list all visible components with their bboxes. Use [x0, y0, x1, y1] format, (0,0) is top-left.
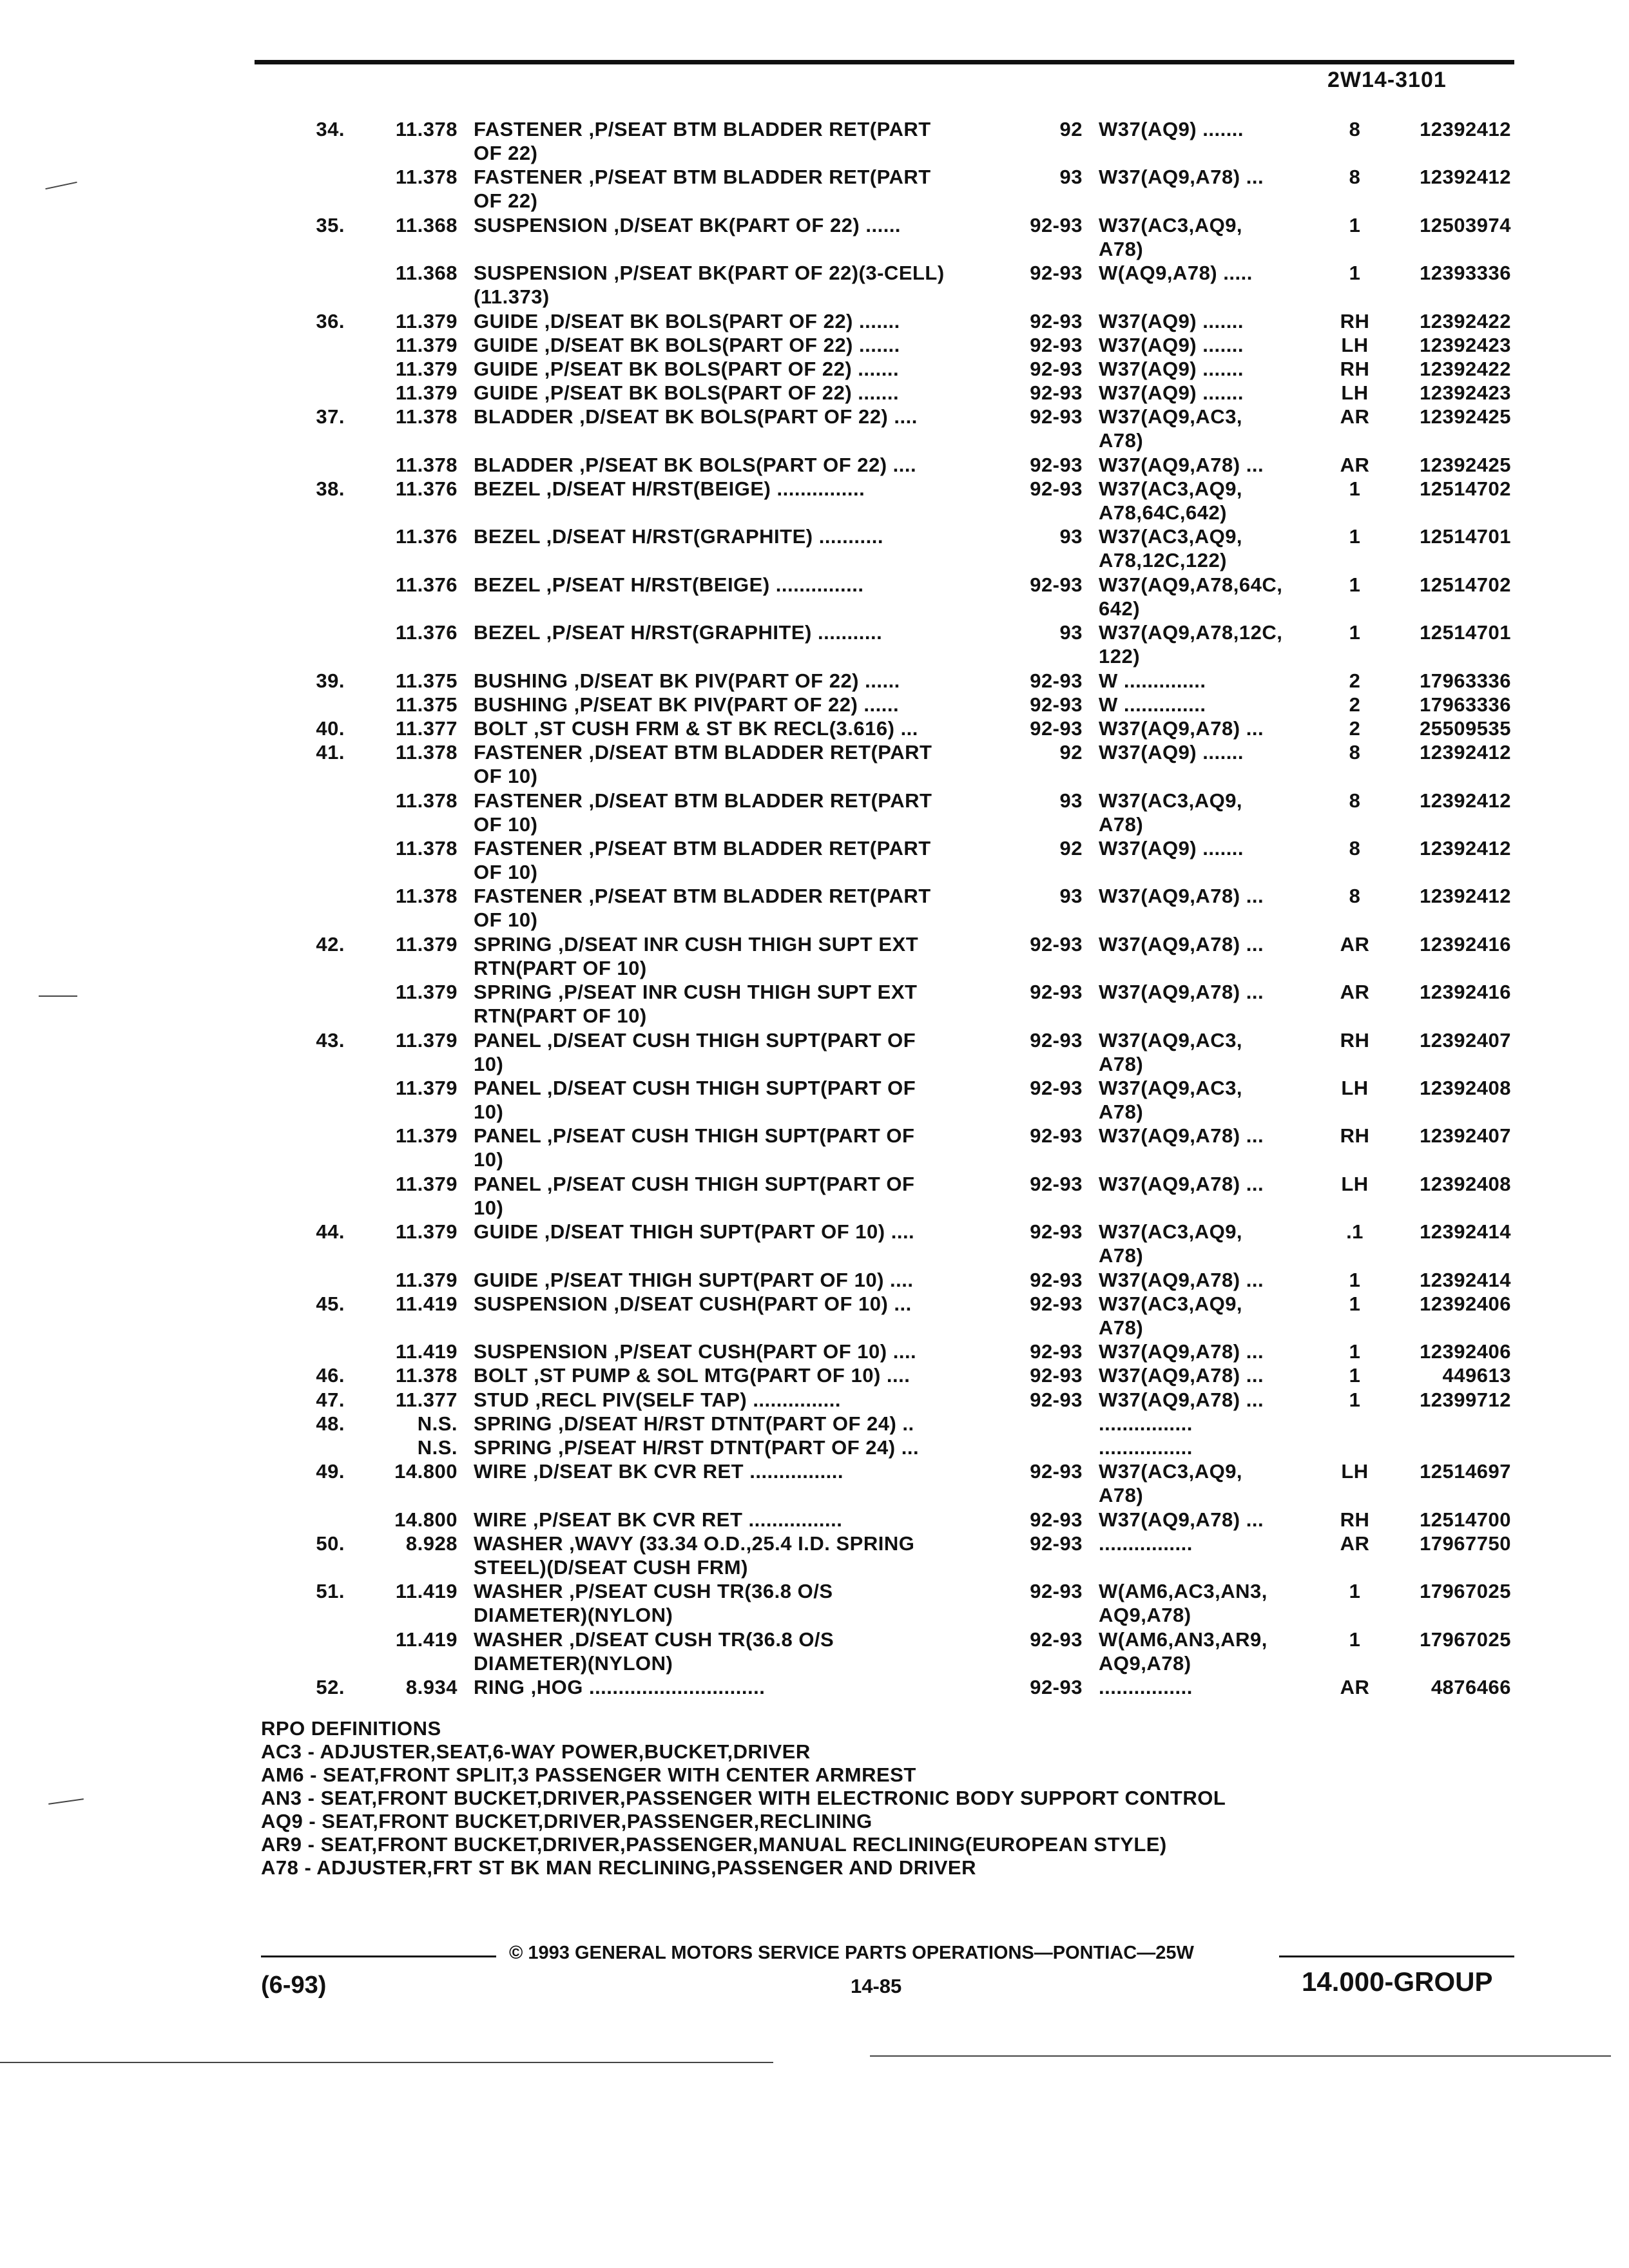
group-label: 14.000-GROUP — [1302, 1966, 1493, 1997]
part-number: 12392408 — [1420, 1172, 1511, 1195]
part-number: 12514697 — [1420, 1460, 1511, 1483]
group-number: 11.379 — [395, 309, 458, 332]
application: W37(AQ9,A78) ... — [1099, 885, 1264, 908]
model-years: 92-93 — [1030, 453, 1083, 476]
group-number: 11.376 — [395, 621, 458, 644]
model-years: 92-93 — [1030, 1580, 1083, 1603]
quantity: 1 — [1349, 213, 1361, 236]
quantity: 8 — [1349, 885, 1361, 908]
group-number: 11.377 — [395, 717, 458, 740]
application: W .............. — [1099, 693, 1206, 716]
item-number: 44. — [316, 1220, 345, 1244]
application: W37(AC3,AQ9, A78) — [1099, 213, 1243, 260]
part-description: BOLT ,ST PUMP & SOL MTG(PART OF 10) .... — [474, 1364, 911, 1387]
scan-mark — [39, 995, 77, 997]
quantity: LH — [1341, 1172, 1369, 1195]
part-description: GUIDE ,P/SEAT BK BOLS(PART OF 22) ....... — [474, 381, 900, 405]
model-years: 92-93 — [1030, 932, 1083, 956]
part-number: 12392406 — [1420, 1340, 1511, 1363]
part-description: GUIDE ,D/SEAT BK BOLS(PART OF 22) ....... — [474, 309, 900, 332]
part-number: 17967025 — [1420, 1628, 1511, 1651]
model-years: 93 — [1059, 789, 1083, 812]
application: W37(AQ9,A78) ... — [1099, 981, 1264, 1004]
part-description: SUSPENSION ,P/SEAT CUSH(PART OF 10) .... — [474, 1340, 917, 1363]
quantity: LH — [1341, 381, 1369, 405]
group-number: 11.368 — [395, 213, 458, 236]
group-number: 11.378 — [395, 166, 458, 189]
application: W37(AQ9) ....... — [1099, 381, 1244, 405]
part-description: FASTENER ,D/SEAT BTM BLADDER RET(PART OF 10) — [474, 741, 932, 788]
quantity: 1 — [1349, 1292, 1361, 1315]
model-years: 92-93 — [1030, 1628, 1083, 1651]
model-years: 92-93 — [1030, 717, 1083, 740]
part-description: GUIDE ,P/SEAT THIGH SUPT(PART OF 10) .... — [474, 1268, 914, 1291]
application: W37(AC3,AQ9, A78,64C,642) — [1099, 477, 1243, 524]
part-description: FASTENER ,P/SEAT BTM BLADDER RET(PART OF 22) — [474, 118, 931, 164]
application: W37(AQ9,A78,12C, 122) — [1099, 621, 1283, 668]
group-number: 11.379 — [395, 1028, 458, 1052]
application: W37(AQ9,AC3, A78) — [1099, 1077, 1243, 1123]
scan-mark — [870, 2055, 1611, 2057]
part-description: FASTENER ,P/SEAT BTM BLADDER RET(PART OF 10) — [474, 837, 931, 883]
part-number: 12392416 — [1420, 932, 1511, 956]
part-number: 12392412 — [1420, 741, 1511, 764]
item-number: 49. — [316, 1460, 345, 1483]
quantity: 8 — [1349, 837, 1361, 860]
part-number: 12514702 — [1420, 573, 1511, 596]
part-number: 12392423 — [1420, 333, 1511, 356]
model-years: 92-93 — [1030, 1460, 1083, 1483]
quantity: AR — [1340, 1532, 1370, 1555]
item-number: 43. — [316, 1028, 345, 1052]
quantity: AR — [1340, 405, 1370, 428]
part-number: 12399712 — [1420, 1388, 1511, 1411]
group-number: 11.379 — [395, 1220, 458, 1244]
model-years: 93 — [1059, 885, 1083, 908]
group-number: 11.375 — [395, 669, 458, 692]
application: W(AM6,AN3,AR9, AQ9,A78) — [1099, 1628, 1268, 1675]
model-years: 92-93 — [1030, 1172, 1083, 1195]
part-description: BEZEL ,P/SEAT H/RST(BEIGE) ............... — [474, 573, 864, 596]
part-description: WIRE ,D/SEAT BK CVR RET ................ — [474, 1460, 844, 1483]
part-description: BUSHING ,P/SEAT BK PIV(PART OF 22) ...... — [474, 693, 900, 716]
application: W37(AQ9,AC3, A78) — [1099, 1028, 1243, 1075]
quantity: 1 — [1349, 1340, 1361, 1363]
model-years: 92-93 — [1030, 1220, 1083, 1244]
part-description: SPRING ,D/SEAT H/RST DTNT(PART OF 24) .. — [474, 1412, 914, 1435]
item-number: 47. — [316, 1388, 345, 1411]
model-years: 92-93 — [1030, 1364, 1083, 1387]
part-number: 12392414 — [1420, 1268, 1511, 1291]
group-number: 11.376 — [395, 477, 458, 500]
part-description: BUSHING ,D/SEAT BK PIV(PART OF 22) ...... — [474, 669, 900, 692]
part-number: 12392422 — [1420, 309, 1511, 332]
part-number: 12514700 — [1420, 1508, 1511, 1531]
page-number: 14-85 — [851, 1975, 902, 1997]
part-number: 12392412 — [1420, 118, 1511, 140]
application: ................ — [1099, 1532, 1193, 1555]
quantity: 8 — [1349, 789, 1361, 812]
part-number: 449613 — [1442, 1364, 1511, 1387]
quantity: 1 — [1349, 621, 1361, 644]
group-number: 11.378 — [395, 405, 458, 428]
group-number: 11.378 — [395, 837, 458, 860]
model-years: 93 — [1059, 621, 1083, 644]
model-years: 92-93 — [1030, 1532, 1083, 1555]
model-years: 92-93 — [1030, 309, 1083, 332]
part-description: BEZEL ,D/SEAT H/RST(GRAPHITE) ........... — [474, 525, 883, 548]
quantity: LH — [1341, 333, 1369, 356]
application: W37(AC3,AQ9, A78) — [1099, 1292, 1243, 1339]
group-number: 11.376 — [395, 573, 458, 596]
model-years: 92-93 — [1030, 1508, 1083, 1531]
part-description: BEZEL ,P/SEAT H/RST(GRAPHITE) ........... — [474, 621, 883, 644]
group-number: 11.376 — [395, 525, 458, 548]
group-number: 11.379 — [395, 333, 458, 356]
group-number: 11.419 — [395, 1292, 458, 1315]
model-years: 92-93 — [1030, 981, 1083, 1004]
application: ................ — [1099, 1676, 1193, 1698]
model-years: 92-93 — [1030, 1268, 1083, 1291]
quantity: RH — [1340, 358, 1370, 380]
part-description: GUIDE ,P/SEAT BK BOLS(PART OF 22) ....... — [474, 358, 900, 380]
footer-rule-left — [261, 1956, 496, 1957]
item-number: 37. — [316, 405, 345, 428]
scan-mark — [0, 2062, 773, 2063]
quantity: 1 — [1349, 1628, 1361, 1651]
quantity: RH — [1340, 1028, 1370, 1052]
part-number: 12392414 — [1420, 1220, 1511, 1244]
quantity: RH — [1340, 1508, 1370, 1531]
model-years: 92-93 — [1030, 1028, 1083, 1052]
application: W37(AQ9,A78) ... — [1099, 1268, 1264, 1291]
group-number: 11.377 — [395, 1388, 458, 1411]
quantity: AR — [1340, 453, 1370, 476]
scan-mark — [45, 182, 77, 189]
application: W37(AQ9,A78,64C, 642) — [1099, 573, 1283, 620]
group-number: 11.379 — [395, 358, 458, 380]
group-number: 8.928 — [405, 1532, 458, 1555]
model-years: 93 — [1059, 525, 1083, 548]
model-years: 92-93 — [1030, 693, 1083, 716]
part-number: 12392407 — [1420, 1124, 1511, 1148]
item-number: 34. — [316, 118, 345, 140]
application: W37(AQ9,AC3, A78) — [1099, 405, 1243, 452]
part-description: PANEL ,P/SEAT CUSH THIGH SUPT(PART OF 10) — [474, 1124, 915, 1171]
application: W37(AQ9,A78) ... — [1099, 1124, 1264, 1148]
part-number: 12392407 — [1420, 1028, 1511, 1052]
model-years: 92-93 — [1030, 669, 1083, 692]
part-number: 12392425 — [1420, 453, 1511, 476]
rpo-item: AQ9 - SEAT,FRONT BUCKET,DRIVER,PASSENGER,RECLINING — [261, 1810, 872, 1832]
model-years: 92-93 — [1030, 573, 1083, 596]
item-number: 51. — [316, 1580, 345, 1603]
part-description: BLADDER ,D/SEAT BK BOLS(PART OF 22) .... — [474, 405, 918, 428]
part-number: 12514701 — [1420, 525, 1511, 548]
model-years: 92-93 — [1030, 1124, 1083, 1148]
group-number: N.S. — [417, 1436, 458, 1459]
part-description: WIRE ,P/SEAT BK CVR RET ................ — [474, 1508, 843, 1531]
footer-rule-right — [1279, 1956, 1514, 1957]
rpo-item: AC3 - ADJUSTER,SEAT,6-WAY POWER,BUCKET,DRIVER — [261, 1740, 811, 1763]
quantity: AR — [1340, 932, 1370, 956]
quantity: 8 — [1349, 166, 1361, 189]
part-description: SPRING ,P/SEAT H/RST DTNT(PART OF 24) ... — [474, 1436, 920, 1459]
application: W37(AC3,AQ9, A78,12C,122) — [1099, 525, 1243, 572]
model-years: 92-93 — [1030, 358, 1083, 380]
item-number: 40. — [316, 717, 345, 740]
part-description: GUIDE ,D/SEAT THIGH SUPT(PART OF 10) .... — [474, 1220, 915, 1244]
application: W37(AQ9,A78) ... — [1099, 1388, 1264, 1411]
top-rule — [255, 60, 1514, 64]
application: W .............. — [1099, 669, 1206, 692]
model-years: 92-93 — [1030, 381, 1083, 405]
group-number: 11.419 — [395, 1628, 458, 1651]
group-number: 14.800 — [394, 1508, 458, 1531]
application: W37(AQ9,A78) ... — [1099, 932, 1264, 956]
application: W37(AC3,AQ9, A78) — [1099, 789, 1243, 836]
model-years: 92-93 — [1030, 1388, 1083, 1411]
application: W(AM6,AC3,AN3, AQ9,A78) — [1099, 1580, 1268, 1627]
part-description: PANEL ,D/SEAT CUSH THIGH SUPT(PART OF 10) — [474, 1077, 916, 1123]
part-description: STUD ,RECL PIV(SELF TAP) ............... — [474, 1388, 842, 1411]
part-description: RING ,HOG .............................. — [474, 1676, 766, 1698]
group-number: 11.379 — [395, 1172, 458, 1195]
item-number: 45. — [316, 1292, 345, 1315]
part-number: 17967750 — [1420, 1532, 1511, 1555]
scan-mark — [48, 1798, 84, 1805]
application: W37(AQ9,A78) ... — [1099, 166, 1264, 189]
quantity: AR — [1340, 1676, 1370, 1698]
part-description: WASHER ,D/SEAT CUSH TR(36.8 O/S DIAMETER)(NYLON) — [474, 1628, 834, 1675]
model-years: 92-93 — [1030, 333, 1083, 356]
part-description: FASTENER ,P/SEAT BTM BLADDER RET(PART OF 22) — [474, 166, 931, 213]
part-description: WASHER ,WAVY (33.34 O.D.,25.4 I.D. SPRING STEEL)(D/SEAT CUSH FRM) — [474, 1532, 915, 1579]
application: W37(AC3,AQ9, A78) — [1099, 1460, 1243, 1507]
application: ................ — [1099, 1412, 1193, 1435]
application: W37(AQ9) ....... — [1099, 358, 1244, 380]
part-description: PANEL ,D/SEAT CUSH THIGH SUPT(PART OF 10) — [474, 1028, 916, 1075]
quantity: 1 — [1349, 1580, 1361, 1603]
item-number: 36. — [316, 309, 345, 332]
part-description: SUSPENSION ,P/SEAT BK(PART OF 22)(3-CELL) (11.373) — [474, 262, 945, 309]
model-years: 93 — [1059, 166, 1083, 189]
application: W37(AQ9,A78) ... — [1099, 1172, 1264, 1195]
group-number: 11.379 — [395, 381, 458, 405]
quantity: 8 — [1349, 741, 1361, 764]
part-number: 17963336 — [1420, 669, 1511, 692]
part-description: PANEL ,P/SEAT CUSH THIGH SUPT(PART OF 10) — [474, 1172, 915, 1219]
application: W(AQ9,A78) ..... — [1099, 262, 1253, 285]
part-number: 12392423 — [1420, 381, 1511, 405]
part-number: 12392412 — [1420, 789, 1511, 812]
model-years: 92-93 — [1030, 1292, 1083, 1315]
quantity: 1 — [1349, 525, 1361, 548]
quantity: 2 — [1349, 693, 1361, 716]
item-number: 52. — [316, 1676, 345, 1698]
quantity: 1 — [1349, 477, 1361, 500]
part-description: SPRING ,P/SEAT INR CUSH THIGH SUPT EXT RTN(PART OF 10) — [474, 981, 918, 1028]
rpo-item: AR9 - SEAT,FRONT BUCKET,DRIVER,PASSENGER,MANUAL RECLINING(EUROPEAN STYLE) — [261, 1833, 1167, 1856]
part-description: BEZEL ,D/SEAT H/RST(BEIGE) ............... — [474, 477, 865, 500]
part-number: 12503974 — [1420, 213, 1511, 236]
group-number: 11.378 — [395, 789, 458, 812]
quantity: LH — [1341, 1077, 1369, 1099]
application: ................ — [1099, 1436, 1193, 1459]
part-description: FASTENER ,P/SEAT BTM BLADDER RET(PART OF 10) — [474, 885, 931, 932]
rpo-item: AN3 - SEAT,FRONT BUCKET,DRIVER,PASSENGER WITH ELECTRONIC BODY SUPPORT CONTROL — [261, 1787, 1226, 1809]
document-code: 2W14-3101 — [1327, 68, 1447, 92]
application: W37(AQ9,A78) ... — [1099, 1364, 1264, 1387]
model-years: 92-93 — [1030, 262, 1083, 285]
part-number: 12514701 — [1420, 621, 1511, 644]
part-number: 12392408 — [1420, 1077, 1511, 1099]
part-description: GUIDE ,D/SEAT BK BOLS(PART OF 22) ....... — [474, 333, 900, 356]
quantity: AR — [1340, 981, 1370, 1004]
application: W37(AQ9,A78) ... — [1099, 453, 1264, 476]
rpo-definitions — [261, 1717, 1226, 1879]
application: W37(AC3,AQ9, A78) — [1099, 1220, 1243, 1267]
application: W37(AQ9) ....... — [1099, 118, 1244, 140]
part-number: 12392422 — [1420, 358, 1511, 380]
group-number: 11.419 — [395, 1580, 458, 1603]
group-number: 11.379 — [395, 1124, 458, 1148]
part-description: BLADDER ,P/SEAT BK BOLS(PART OF 22) .... — [474, 453, 917, 476]
application: W37(AQ9,A78) ... — [1099, 1508, 1264, 1531]
part-description: FASTENER ,D/SEAT BTM BLADDER RET(PART OF 10) — [474, 789, 932, 836]
part-number: 12392425 — [1420, 405, 1511, 428]
application: W37(AQ9) ....... — [1099, 309, 1244, 332]
quantity: 1 — [1349, 1364, 1361, 1387]
part-number: 12392416 — [1420, 981, 1511, 1004]
copyright-notice: © 1993 GENERAL MOTORS SERVICE PARTS OPERATIONS—PONTIAC—25W — [509, 1943, 1194, 1963]
rpo-title: RPO DEFINITIONS — [261, 1717, 441, 1740]
rpo-item: AM6 - SEAT,FRONT SPLIT,3 PASSENGER WITH CENTER ARMREST — [261, 1763, 916, 1786]
group-number: N.S. — [417, 1412, 458, 1435]
item-number: 35. — [316, 213, 345, 236]
quantity: 1 — [1349, 573, 1361, 596]
item-number: 39. — [316, 669, 345, 692]
quantity: 2 — [1349, 669, 1361, 692]
part-number: 12392412 — [1420, 166, 1511, 189]
model-years: 92-93 — [1030, 1340, 1083, 1363]
part-number: 4876466 — [1431, 1676, 1511, 1698]
quantity: 1 — [1349, 262, 1361, 285]
application: W37(AQ9,A78) ... — [1099, 717, 1264, 740]
part-number: 17967025 — [1420, 1580, 1511, 1603]
group-number: 11.379 — [395, 981, 458, 1004]
quantity: RH — [1340, 1124, 1370, 1148]
part-number: 12393336 — [1420, 262, 1511, 285]
group-number: 11.379 — [395, 932, 458, 956]
item-number: 38. — [316, 477, 345, 500]
part-description: SUSPENSION ,D/SEAT BK(PART OF 22) ...... — [474, 213, 901, 236]
item-number: 41. — [316, 741, 345, 764]
model-years: 92 — [1059, 118, 1083, 140]
part-number: 17963336 — [1420, 693, 1511, 716]
group-number: 11.419 — [395, 1340, 458, 1363]
part-description: BOLT ,ST CUSH FRM & ST BK RECL(3.616) ... — [474, 717, 918, 740]
application: W37(AQ9) ....... — [1099, 837, 1244, 860]
group-number: 11.378 — [395, 1364, 458, 1387]
part-description: SPRING ,D/SEAT INR CUSH THIGH SUPT EXT RTN(PART OF 10) — [474, 932, 919, 979]
model-years: 92 — [1059, 741, 1083, 764]
group-number: 11.368 — [395, 262, 458, 285]
model-years: 92-93 — [1030, 477, 1083, 500]
group-number: 11.379 — [395, 1268, 458, 1291]
part-description: WASHER ,P/SEAT CUSH TR(36.8 O/S DIAMETER)(NYLON) — [474, 1580, 833, 1627]
quantity: 8 — [1349, 118, 1361, 140]
group-number: 14.800 — [394, 1460, 458, 1483]
part-description: SUSPENSION ,D/SEAT CUSH(PART OF 10) ... — [474, 1292, 912, 1315]
rpo-item: A78 - ADJUSTER,FRT ST BK MAN RECLINING,PASSENGER AND DRIVER — [261, 1856, 976, 1879]
part-number: 12392412 — [1420, 837, 1511, 860]
group-number: 8.934 — [405, 1676, 458, 1698]
quantity: .1 — [1346, 1220, 1364, 1244]
quantity: LH — [1341, 1460, 1369, 1483]
group-number: 11.378 — [395, 741, 458, 764]
group-number: 11.379 — [395, 1077, 458, 1099]
group-number: 11.375 — [395, 693, 458, 716]
application: W37(AQ9,A78) ... — [1099, 1340, 1264, 1363]
model-years: 92-93 — [1030, 1077, 1083, 1099]
model-years: 92-93 — [1030, 405, 1083, 428]
application: W37(AQ9) ....... — [1099, 333, 1244, 356]
model-years: 92-93 — [1030, 1676, 1083, 1698]
model-years: 92 — [1059, 837, 1083, 860]
item-number: 50. — [316, 1532, 345, 1555]
quantity: RH — [1340, 309, 1370, 332]
item-number: 42. — [316, 932, 345, 956]
item-number: 48. — [316, 1412, 345, 1435]
group-number: 11.378 — [395, 885, 458, 908]
quantity: 2 — [1349, 717, 1361, 740]
model-years: 92-93 — [1030, 213, 1083, 236]
quantity: 1 — [1349, 1388, 1361, 1411]
group-number: 11.378 — [395, 453, 458, 476]
part-number: 12392412 — [1420, 885, 1511, 908]
revision-date: (6-93) — [261, 1972, 327, 1999]
quantity: 1 — [1349, 1268, 1361, 1291]
group-number: 11.378 — [395, 118, 458, 140]
item-number: 46. — [316, 1364, 345, 1387]
application: W37(AQ9) ....... — [1099, 741, 1244, 764]
part-number: 25509535 — [1420, 717, 1511, 740]
part-number: 12514702 — [1420, 477, 1511, 500]
part-number: 12392406 — [1420, 1292, 1511, 1315]
